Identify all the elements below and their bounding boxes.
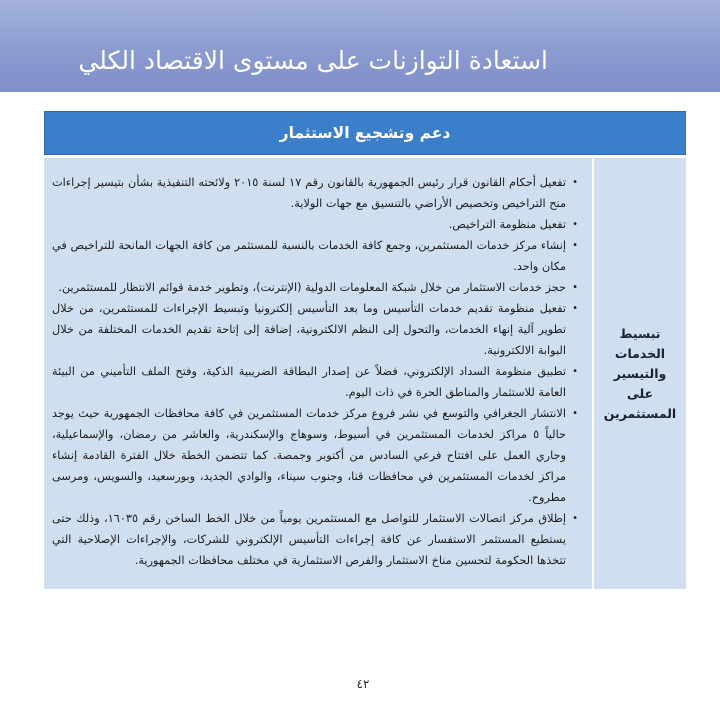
bullet-icon: • — [572, 366, 578, 377]
bullet-icon: • — [572, 219, 578, 230]
list-item — [52, 235, 578, 277]
bullet-icon: • — [572, 513, 578, 524]
list-item-text: إطلاق مركز اتصالات الاستثمار للتواصل مع المستثمرين يومياً من خلال الخط الساخن رقم ١٦٠٣٥، وذلك حتى يستطيع المستثمر الاستفسار عن كافة إجراءات التأسيس الإلكتروني للشركات، والإجراءات الإصلاحية التي تتخذها الحكومة لتحسين مناخ الاستثمار والفرص الاستثمارية في مختلف محافظات الجمهورية. — [52, 512, 566, 567]
row-label: تبسيط الخدمات والتيسير على المستثمرين — [603, 325, 677, 421]
list-item-text: تفعيل منظومة التراخيص. — [448, 218, 566, 231]
list-item — [52, 172, 578, 214]
list-item — [52, 277, 578, 298]
page-number: ٤٢ — [356, 677, 370, 691]
content-table — [44, 158, 686, 589]
list-item-text: تطبيق منظومة السداد الإلكتروني، فضلاً عن إصدار البطاقة الضريبية الذكية، وفتح الملف التأميني من البيئة العامة للاستثمار والمناطق الحرة في ذات اليوم. — [52, 365, 566, 399]
row-label-cell — [592, 158, 686, 589]
section-title: دعم وتشجيع الاستثمار — [279, 124, 451, 142]
list-item — [52, 508, 578, 571]
list-item-text: الانتشار الجغرافي والتوسع في نشر فروع مركز خدمات المستثمرين في كافة محافظات الجمهورية حيث يوجد حالياً ٥ مراكز لخدمات المستثمرين في أسيوط، وسوهاج والإسكندرية، والعاشر من رمضان، والإسماعيلية، وجاري العمل على افتتاح فرعي السادس من أكتوبر وجمصة. كما تتضمن الخطة خلال الفترة القادمة إنشاء مراكز لخدمات المستثمرين في محافظات قنا، وجنوب سيناء، والوادي الجديد، وبورسعيد، والسويس، ومرسى مطروح. — [52, 407, 567, 504]
list-item-text: تفعيل أحكام القانون قرار رئيس الجمهورية بالقانون رقم ١٧ لسنة ٢٠١٥ ولائحته التنفيذية بشأن بتيسير إجراءات منح التراخيص وتخصيص الأراضي بالتنسيق مع جهات الولاية. — [52, 176, 567, 210]
list-item-text: حجز خدمات الاستثمار من خلال شبكة المعلومات الدولية (الإنترنت)، وتطوير خدمة قوائم الانتظار للمستثمرين. — [58, 281, 566, 294]
bullet-icon: • — [572, 303, 578, 314]
section-header — [44, 111, 686, 155]
list-item — [52, 403, 578, 508]
list-item — [52, 298, 578, 361]
bullet-icon: • — [572, 240, 578, 251]
list-item-text: إنشاء مركز خدمات المستثمرين، وجمع كافة الخدمات بالنسبة للمستثمر من كافة الجهات المانحة للتراخيص في مكان واحد. — [52, 239, 566, 273]
bullet-icon: • — [572, 408, 578, 419]
bullet-cell — [44, 158, 592, 589]
list-item-text: تفعيل منظومة تقديم خدمات التأسيس وما بعد التأسيس إلكترونيا وتبسيط الإجراءات للمستثمرين، من خلال تطوير آلية إنهاء الخدمات، والتحول إلى النظم الالكترونية، إضافة إلى إتاحة تقديم الخدمات المختلفة من خلال البوابة الالكترونية. — [52, 302, 566, 357]
list-item — [52, 214, 578, 235]
list-item — [52, 361, 578, 403]
bullet-icon: • — [572, 282, 578, 293]
page-title: استعادة التوازنات على مستوى الاقتصاد الكلي — [78, 46, 548, 75]
top-banner — [0, 0, 720, 92]
bullet-list — [52, 172, 578, 571]
bullet-icon: • — [572, 177, 578, 188]
